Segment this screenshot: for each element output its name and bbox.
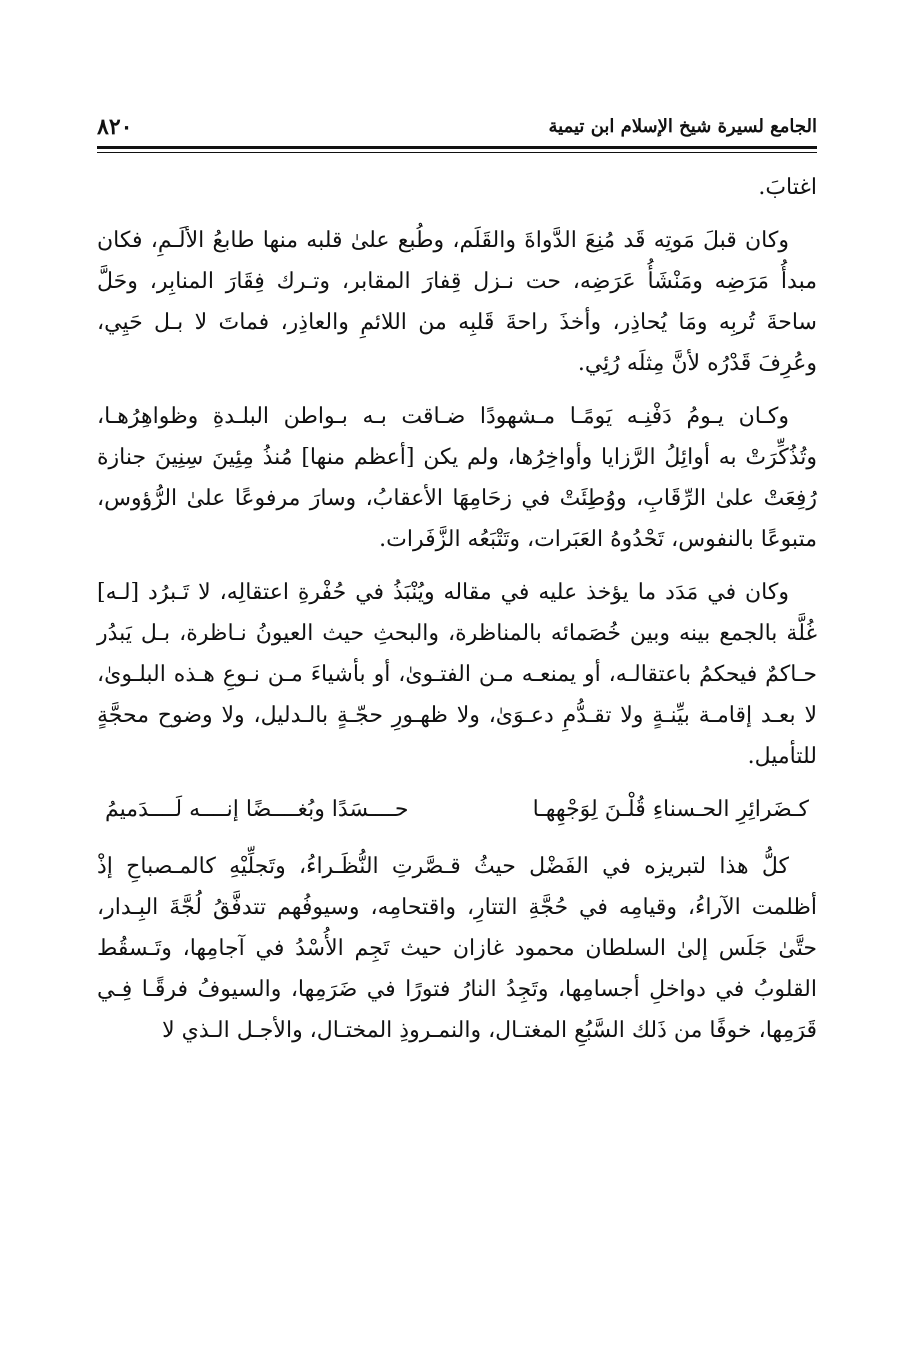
paragraph-2: وكان قبلَ مَوتِه قَد مُنِعَ الدَّواةَ والقَلَم، وطُبع علىٰ قلبه منها طابعُ الألَـمِ، فكان مبدأُ مَرَضِه ومَنْشَأُ عَرَضِه، حت نـزل قِفارَ المقابر، وتـرك فِقَارَ المنابِر، وحَلَّ ساحةَ تُربِه ومَا يُحاذِر، وأخذَ راحةَ قَلبِه من اللائمِ والعاذِر، فماتَ لا بـل حَيِي، وعُرِفَ قَدْرُه لأنَّ مِثلَه رُئِي. (97, 228, 817, 376)
paragraph-4: وكان في مَدَد ما يؤخذ عليه في مقاله ويُنْبَذُ في حُفْرةِ اعتقالِه، لا تَـبرُد [لـه] غُلَّة بالجمع بينه وبين خُصَمائه بالمناظرة، والبحثِ حيث العيونُ نـاظرة، بـل يَبدُر حـاكمٌ فيحكمُ باعتقالـه، أو يمنعـه مـن الفتـوىٰ، أو بأشياءَ مـن نـوعِ هـذه البلـوىٰ، لا بعـد إقامـة بيِّنـةٍ ولا تقـدُّمِ دعـوَىٰ، ولا ظهـورِ حجّـةٍ بالـدليل، ولا وضوح محجَّةٍ للتأميل. (97, 580, 817, 769)
body-text (97, 167, 817, 1051)
paragraph-5: كلُّ هذا لتبريزه في الفَضْل حيثُ قـصَّرتِ النُّظَـراءُ، وتَجلِّيْهِ كالمـصباحِ إذْ أظلمت الآراءُ، وقيامِه في حُجَّةِ التتارِ، واقتحامِه، وسيوفُهم تتدفَّقُ لُجَّةَ البِـدار، حتَّىٰ جَلَس إلىٰ السلطان محمود غازان حيث تَجِم الأُسْدُ في آجامِها، وتَـسقُط القلوبُ في دواخلِ أجسامِها، وتَجِدُ النارُ فتورًا في ضَرَمِها، والسيوفُ فرقًـا فِـي قَرَمِها، خوفًا من ذَلك السَّبُعِ المغتـال، والنمـروذِ المختـال، والأجـل الـذي لا (97, 854, 817, 1043)
paragraph-1: اغتابَ. (758, 175, 817, 200)
header-rule-thick (97, 146, 817, 149)
verse-second-hemistich: حــــسَدًا وبُغــــضًا إنــــه لَــــدَميمُ (105, 797, 409, 822)
page-header (97, 112, 817, 144)
document-page (97, 112, 817, 1063)
page-number: ٨٢٠ (97, 114, 133, 140)
verse-first-hemistich: كـضَرائِرِ الحـسناءِ قُلْـنَ لِوَجْهِهـا (532, 797, 809, 822)
poetry-verse (105, 789, 809, 830)
paragraph-3: وكـان يـومُ دَفْنِـه يَومًـا مـشهودًا ضـاقت بـه بـواطن البلـدةِ وظواهِرُهـا، وتُذُكِّرَتْ به أوائِلُ الرَّزايا وأواخِرُها، ولم يكن [أعظم منها] مُنذُ مِئِينَ سِنِينَ جنازة رُفِعَتْ علىٰ الرِّقَابِ، ووُطِئَتْ في زحَامِهَا الأعقابُ، وسارَ مرفوعًا علىٰ الرُّؤوس، متبوعًا بالنفوس، تَحْدُوهُ العَبَرات، وتَتْبَعُه الزَّفَرات. (97, 404, 817, 552)
header-rule-thin (97, 152, 817, 153)
book-title: الجامع لسيرة شيخ الإسلام ابن تيمية (548, 116, 817, 137)
